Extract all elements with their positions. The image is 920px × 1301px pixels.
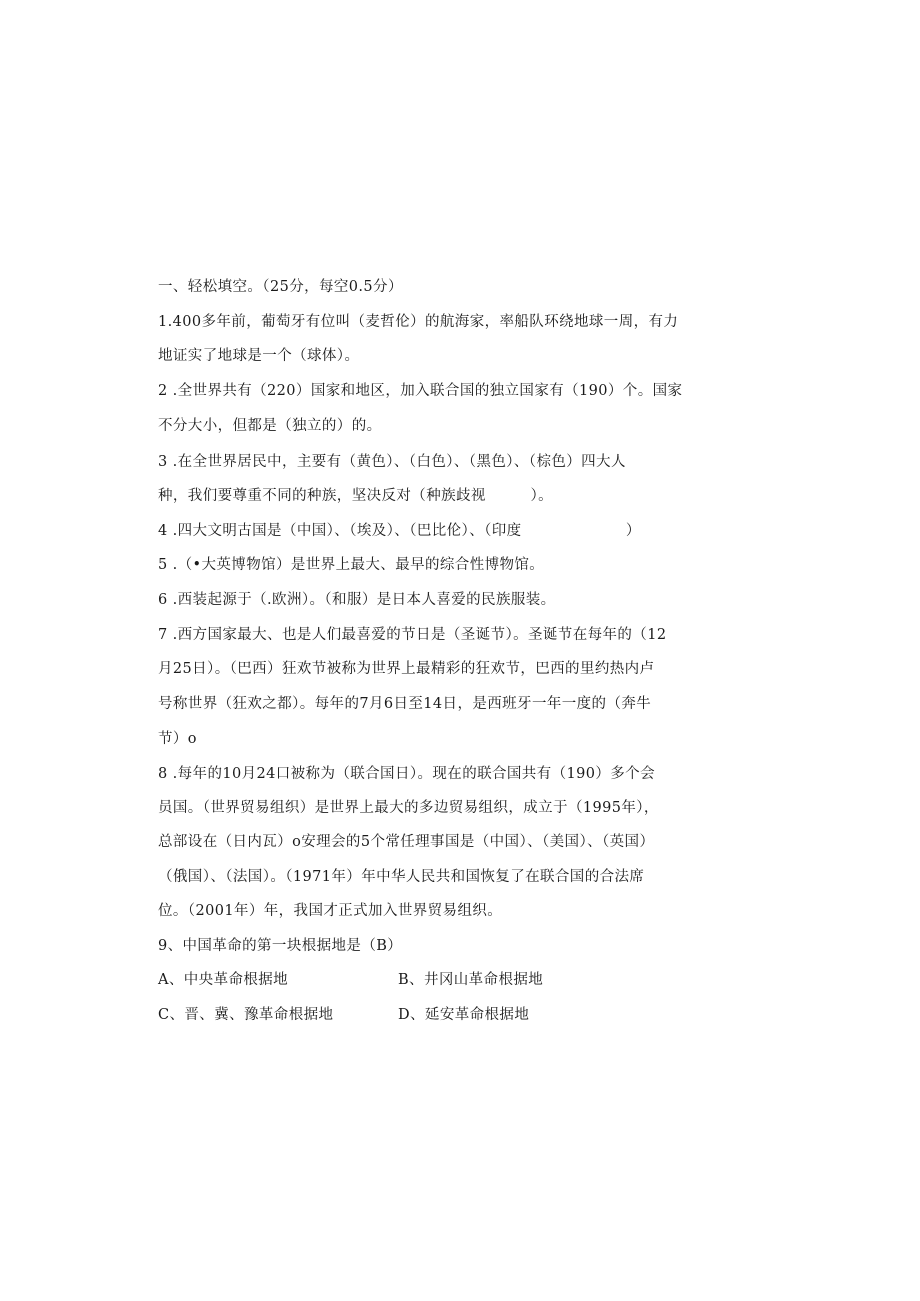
question-8-line-5: 位。（2001年）年，我国才正式加入世界贸易组织。 bbox=[158, 903, 503, 919]
question-3-line-1: 3 .在全世界居民中，主要有（黄色）、（白色）、（黑色）、（棕色）四大人 bbox=[158, 454, 626, 470]
question-8-line-2: 员国。（世界贸易组织）是世界上最大的多边贸易组织，成立于（1995年）， bbox=[158, 800, 659, 816]
question-8-line-3: 总部设在（日内瓦）o安理会的5个常任理事国是（中国）、（美国）、（英国） bbox=[158, 834, 655, 850]
option-d: D、延安革命根据地 bbox=[398, 1007, 530, 1023]
option-b: B、井冈山革命根据地 bbox=[398, 972, 544, 988]
question-7-line-4: 节）o bbox=[158, 731, 197, 747]
question-3-line-2: 种，我们要尊重不同的种族，坚决反对（种族歧视 ）。 bbox=[158, 488, 554, 504]
question-2-line-1: 2 .全世界共有（220）国家和地区，加入联合国的独立国家有（190）个。国家 bbox=[158, 383, 683, 399]
question-7-line-1: 7 .西方国家最大、也是人们最喜爱的节日是（圣诞节）。圣诞节在每年的（12 bbox=[158, 627, 667, 643]
question-1-line-1: 1.400多年前，葡萄牙有位叫（麦哲伦）的航海家，率船队环绕地球一周，有力 bbox=[158, 314, 679, 330]
question-8-line-4: （俄国）、（法国）。（1971年）年中华人民共和国恢复了在联合国的合法席 bbox=[158, 869, 645, 885]
question-2-line-2: 不分大小，但都是（独立的）的。 bbox=[158, 418, 382, 434]
question-9-options-row-2 bbox=[158, 1005, 703, 1025]
question-4-line-1: 4 .四大文明古国是（中国）、（埃及）、（巴比伦）、（印度 ） bbox=[158, 523, 641, 539]
question-9-options-row-1 bbox=[158, 970, 703, 990]
question-1-line-2: 地证实了地球是一个（球体）。 bbox=[158, 348, 360, 364]
option-a: A、中央革命根据地 bbox=[158, 972, 289, 988]
question-6-line-1: 6 .西装起源于（.欧洲）。（和服）是日本人喜爱的民族服装。 bbox=[158, 592, 556, 608]
question-7-line-3: 号称世界（狂欢之都）。每年的7月6日至14日，是西班牙一年一度的（奔牛 bbox=[158, 696, 652, 712]
question-7-line-2: 月25日）。（巴西）狂欢节被称为世界上最精彩的狂欢节，巴西的里约热内卢 bbox=[158, 661, 655, 677]
question-8-line-1: 8 .每年的10月24口被称为（联合国日）。现在的联合国共有（190）多个会 bbox=[158, 766, 655, 782]
question-5-line-1: 5 .（•大英博物馆）是世界上最大、最早的综合性博物馆。 bbox=[158, 557, 545, 573]
option-c: C、晋、冀、豫革命根据地 bbox=[158, 1007, 334, 1023]
question-9-stem: 9、中国革命的第一块根据地是（B） bbox=[158, 938, 403, 954]
section-title: 一、轻松填空。（25分，每空0.5分） bbox=[158, 279, 403, 295]
